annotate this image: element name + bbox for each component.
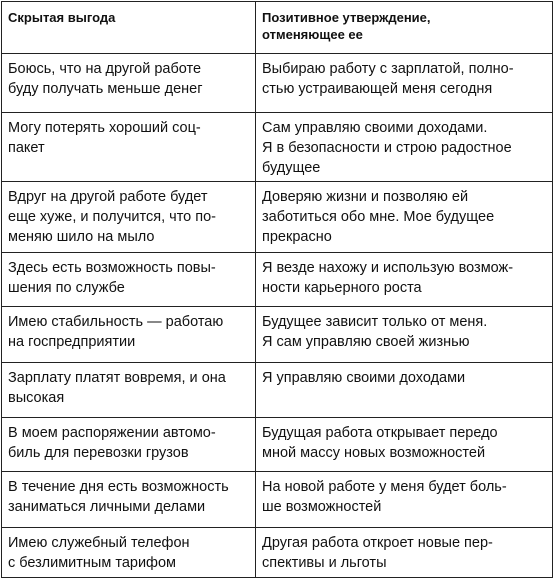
header-row	[2, 2, 553, 54]
cell-text: Боюсь, что на другой работе буду получать меньше денег	[8, 61, 203, 97]
table-row	[2, 182, 553, 253]
positive-statement-cell	[256, 54, 553, 113]
cell-text: Сам управляю своими доходами. Я в безопасности и строю радостное будущее	[262, 120, 512, 176]
table-row	[2, 54, 553, 113]
positive-statement-cell	[256, 363, 553, 418]
cell-text: В течение дня есть возможность заниматься личными делами	[8, 479, 229, 515]
hidden-benefit-cell	[2, 472, 256, 528]
hidden-benefit-cell	[2, 418, 256, 472]
table-body	[2, 54, 553, 578]
hidden-benefit-cell	[2, 182, 256, 253]
cell-text: Выбираю работу с зарплатой, полно- стью устраивающей меня сегодня	[262, 61, 514, 97]
positive-statement-cell	[256, 113, 553, 182]
table-row	[2, 418, 553, 472]
hidden-benefit-cell	[2, 528, 256, 578]
table-row	[2, 253, 553, 307]
table-row	[2, 528, 553, 578]
cell-text: Имею стабильность — работаю на госпредприятии	[8, 314, 224, 350]
header-label: Скрытая выгода	[8, 10, 116, 25]
positive-statement-cell	[256, 182, 553, 253]
hidden-benefit-cell	[2, 54, 256, 113]
positive-statement-cell	[256, 307, 553, 363]
header-label: Позитивное утверждение, отменяющее ее	[262, 10, 431, 42]
positive-statement-cell	[256, 528, 553, 578]
header-hidden-benefit	[2, 2, 256, 54]
cell-text: Я везде нахожу и использую возмож- ности карьерного роста	[262, 260, 514, 296]
positive-statement-cell	[256, 418, 553, 472]
hidden-benefit-cell	[2, 363, 256, 418]
table-row	[2, 113, 553, 182]
cell-text: Будущее зависит только от меня. Я сам управляю своей жизнью	[262, 314, 488, 350]
cell-text: Будущая работа открывает передо мной массу новых возможностей	[262, 425, 498, 461]
cell-text: Вдруг на другой работе будет еще хуже, и получится, что по- меняю шило на мыло	[8, 189, 217, 245]
hidden-benefit-cell	[2, 307, 256, 363]
header-positive-statement	[256, 2, 553, 54]
cell-text: Здесь есть возможность повы- шения по службе	[8, 260, 216, 296]
hidden-benefit-cell	[2, 113, 256, 182]
benefits-table	[1, 1, 553, 578]
cell-text: В моем распоряжении автомо- биль для перевозки грузов	[8, 425, 216, 461]
cell-text: Доверяю жизни и позволяю ей заботиться обо мне. Мое будущее прекрасно	[262, 189, 495, 245]
table-row	[2, 307, 553, 363]
cell-text: Могу потерять хороший соц- пакет	[8, 120, 201, 156]
positive-statement-cell	[256, 253, 553, 307]
cell-text: Имею служебный телефон с безлимитным тарифом	[8, 535, 190, 571]
cell-text: Зарплату платят вовремя, и она высокая	[8, 370, 226, 406]
hidden-benefit-cell	[2, 253, 256, 307]
table-row	[2, 363, 553, 418]
cell-text: Я управляю своими доходами	[262, 370, 466, 386]
table-row	[2, 472, 553, 528]
table-header	[2, 2, 553, 54]
cell-text: Другая работа откроет новые пер- спективы и льготы	[262, 535, 493, 571]
cell-text: На новой работе у меня будет боль- ше возможностей	[262, 479, 507, 515]
positive-statement-cell	[256, 472, 553, 528]
